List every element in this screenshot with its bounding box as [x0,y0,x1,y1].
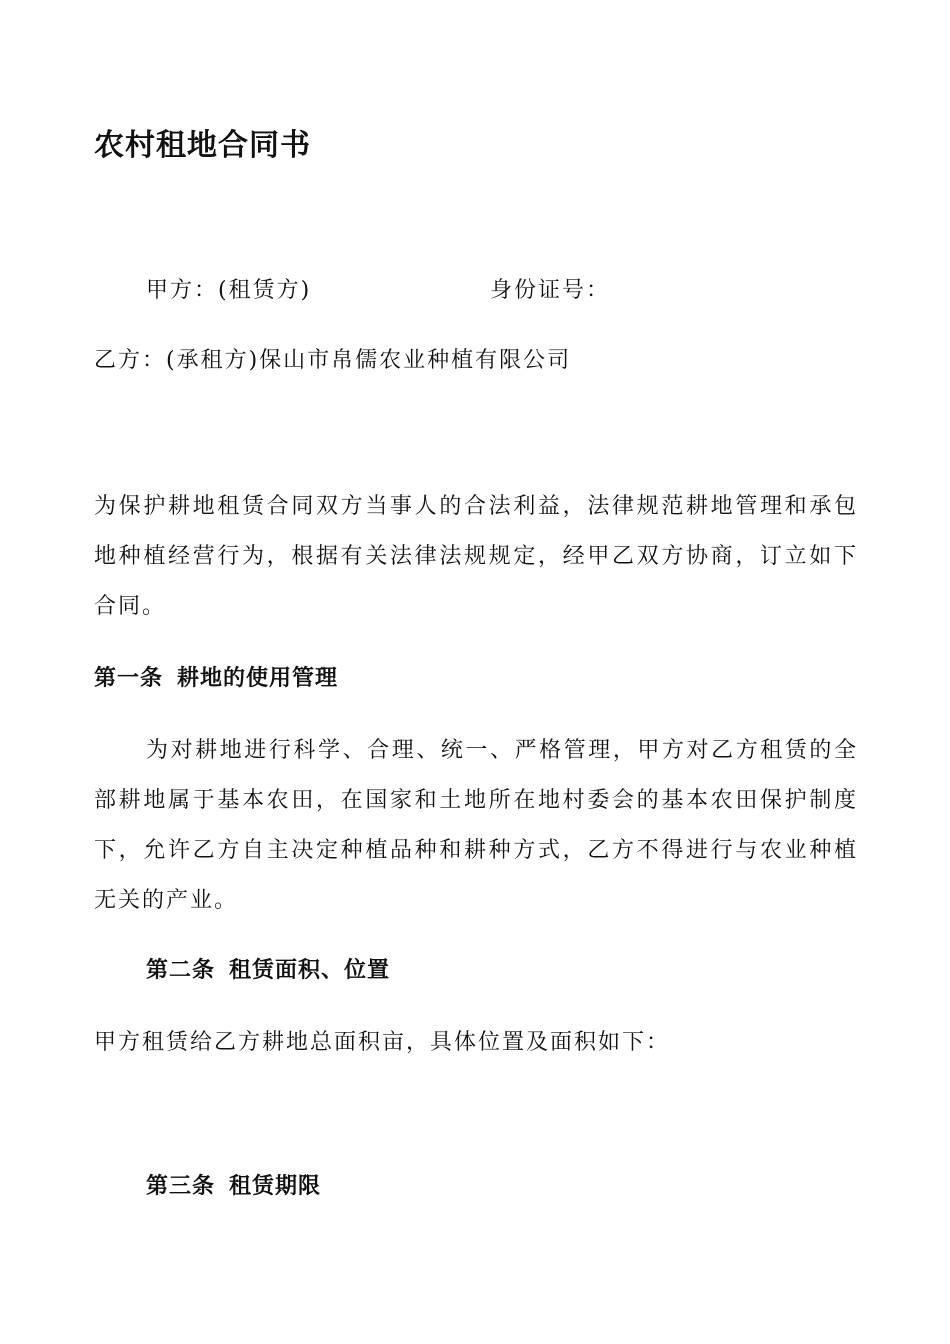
clause-3-heading [146,1172,321,1202]
clause-3-number: 第三条 [146,1174,216,1199]
clause-2-body: 甲方租赁给乙方耕地总面积亩，具体位置及面积如下： [94,1030,671,1055]
clause-3-title: 租赁期限 [229,1174,322,1199]
clause-1-heading [94,664,338,694]
clause-1-body: 为对耕地进行科学、合理、统一、严格管理，甲方对乙方租赁的全部耕地属于基本农田，在国家和土地所在地村委会的基本农田保护制度下，允许乙方自主决定种植品种和耕种方式，乙方不得进行与农业种植无关的产业。 [94,738,858,913]
clause-1-title: 耕地的使用管理 [177,666,339,691]
clause-2-title: 租赁面积、位置 [229,958,391,983]
clause-1-number: 第一条 [94,666,164,691]
clause-2-number: 第二条 [146,958,216,983]
intro-paragraph: 为保护耕地租赁合同双方当事人的合法利益，法律规范耕地管理和承包地种植经营行为，根据有关法律法规规定，经甲乙双方协商，订立如下合同。 [94,494,858,619]
document-title: 农村租地合同书 [94,128,311,163]
party-b-label: 乙方：(承租方)保山市帛儒农业种植有限公司 [94,348,572,373]
clause-2-heading [146,956,390,986]
id-number-label: 身份证号： [490,278,611,303]
party-a-label: 甲方：(租赁方) [146,278,312,303]
